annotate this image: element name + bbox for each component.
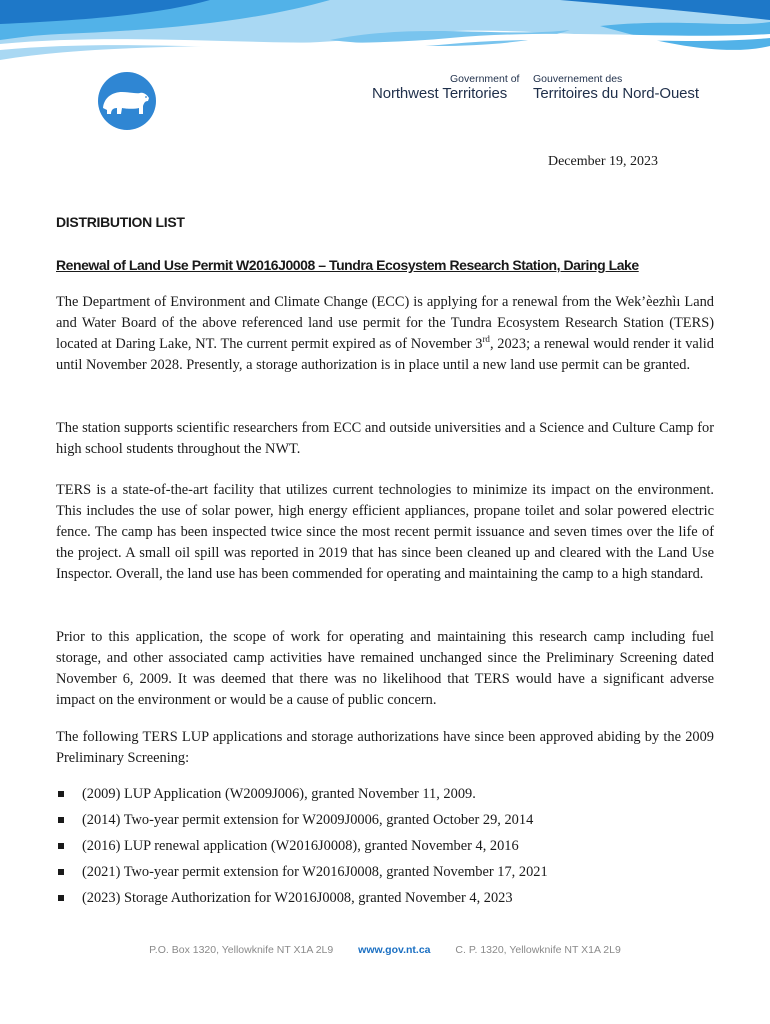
header-banner (0, 0, 770, 140)
list-item-text: (2023) Storage Authorization for W2016J0008, granted November 4, 2023 (82, 890, 513, 906)
list-item (56, 888, 548, 914)
ordinal-suffix: rd (482, 334, 490, 345)
polar-bear-logo (98, 72, 156, 130)
letter-date: December 19, 2023 (547, 154, 658, 169)
gov-fr-big: Territoires du Nord-Ouest (533, 85, 699, 102)
paragraph-1-part-a: The Department of Environment and Climate Change (ECC) is applying for a renewal from the Wek’èezhìı Land and Water Board of the above referenced land use permit for the Tundra Ecosystem Research Station (TERS) located at Daring Lake, NT. The current permit expired as of November 3 (56, 294, 714, 352)
paragraph-2: The station supports scientific researchers from ECC and outside universities and a Science and Culture Camp for high school students throughout the NWT. (56, 420, 714, 457)
government-wordmark-en (372, 73, 519, 102)
distribution-heading: DISTRIBUTION LIST (56, 214, 185, 230)
square-bullet-icon (58, 895, 64, 901)
paragraph-5: The following TERS LUP applications and storage authorizations have since been approved abiding by the 2009 Preliminary Screening: (56, 729, 714, 766)
gov-en-small: Government of (450, 73, 520, 85)
list-item-text: (2016) LUP renewal application (W2016J0008), granted November 4, 2016 (82, 838, 519, 854)
gov-en-big: Northwest Territories (372, 85, 508, 102)
square-bullet-icon (58, 843, 64, 849)
gov-fr-small: Gouvernement des (533, 73, 623, 85)
list-item (56, 784, 548, 810)
footer (0, 944, 770, 956)
list-item (56, 862, 548, 888)
paragraph-1 (56, 292, 714, 376)
list-item-text: (2014) Two-year permit extension for W2009J0006, granted October 29, 2014 (82, 812, 534, 828)
list-item-text: (2021) Two-year permit extension for W2016J0008, granted November 17, 2021 (82, 864, 548, 880)
list-item (56, 810, 548, 836)
subject-line: Renewal of Land Use Permit W2016J0008 – Tundra Ecosystem Research Station, Daring Lake (56, 257, 639, 273)
paragraph-3: TERS is a state-of-the-art facility that utilizes current technologies to minimize its impact on the environment. This includes the use of solar power, high energy efficient appliances, propane toilet and solar powered electric fence. The camp has been inspected twice since the most recent permit issuance and seven times over the life of the project. A small oil spill was reported in 2019 that has since been cleaned up and cleared with the Land Use Inspector. Overall, the land use has been commended for operating and maintaining the camp to a high standard. (56, 482, 714, 582)
list-item-text: (2009) LUP Application (W2009J006), granted November 11, 2009. (82, 786, 476, 802)
footer-address-en: P.O. Box 1320, Yellowknife NT X1A 2L9 (149, 944, 334, 956)
footer-address-fr: C. P. 1320, Yellowknife NT X1A 2L9 (455, 944, 621, 956)
paragraph-4: Prior to this application, the scope of work for operating and maintaining this research camp including fuel storage, and other associated camp activities have remained unchanged since the Preliminary Screening dated November 6, 2009. It was deemed that there was no likelihood that TERS would have a significant adverse impact on the environment or would be a cause of public concern. (56, 629, 714, 708)
paragraph-1-part-b: , 2023; a renewal would render it valid until November 2028. Presently, a storage authorization is in place until a new land use permit can be granted. (56, 336, 714, 373)
square-bullet-icon (58, 869, 64, 875)
footer-website-link[interactable]: www.gov.nt.ca (358, 944, 431, 956)
government-wordmark-fr (533, 73, 699, 102)
square-bullet-icon (58, 791, 64, 797)
list-item (56, 836, 548, 862)
approvals-list (56, 784, 548, 914)
square-bullet-icon (58, 817, 64, 823)
